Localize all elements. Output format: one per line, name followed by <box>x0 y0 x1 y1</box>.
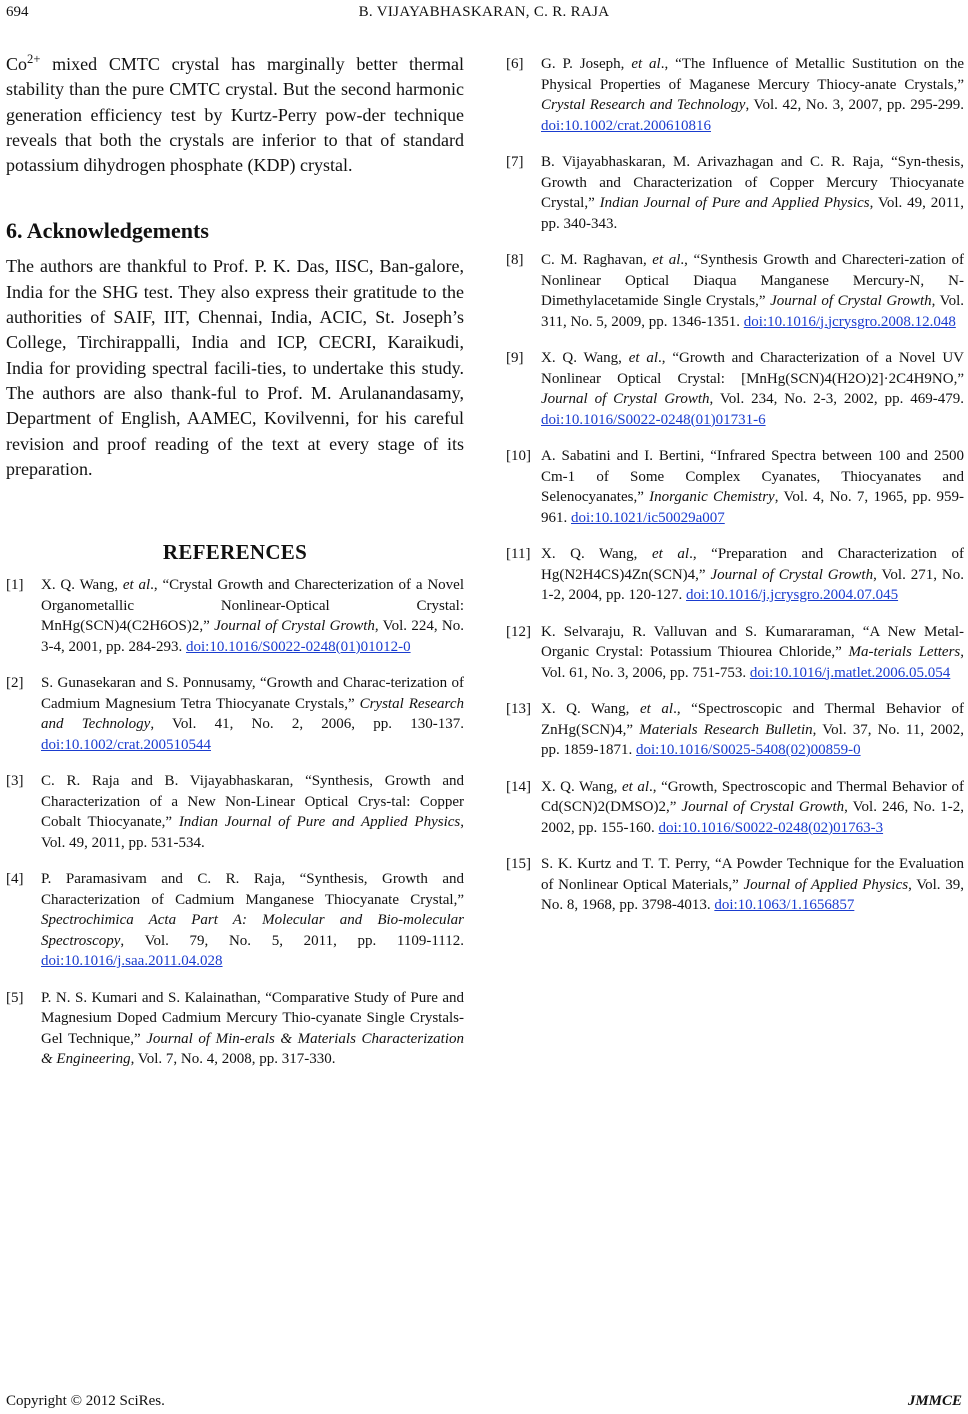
reference-authors: B. Vijayabhaskaran, M. Arivazhagan and C. R. Raja, “Syn-thesis, Growth and Characterization of Copper Mercury Thiocyanate Crystal,” <box>541 154 964 211</box>
reference-etal: et al <box>640 701 674 717</box>
reference-authors: C. R. Raja and B. Vijayabhaskaran, “Synthesis, Growth and Characterization of a New Non-Linear Optical Crys-tal: Copper Cobalt Thiocyanate,” <box>41 773 464 831</box>
reference-item <box>506 699 964 761</box>
reference-number: [1] <box>6 577 24 594</box>
reference-doi-link[interactable]: doi:10.1021/ic50029a007 <box>571 509 725 526</box>
reference-details: , Vol. 7, No. 4, 2008, pp. 317-330. <box>130 1051 336 1068</box>
reference-doi-link[interactable]: doi:10.1016/S0022-0248(01)01731-6 <box>541 411 766 428</box>
reference-details: , Vol. 234, No. 2-3, 2002, pp. 469-479. <box>709 391 964 407</box>
reference-item <box>6 988 464 1070</box>
reference-item <box>6 673 464 755</box>
reference-doi-link[interactable]: doi:10.1016/S0025-5408(02)00859-0 <box>636 742 861 758</box>
reference-title: ., “Growth and Characterization of a Novel UV Nonlinear Optical Crystal: [MnHg(SCN)4(H2O)2]·2C4H9NO,” <box>541 350 964 387</box>
reference-doi-link[interactable]: doi:10.1016/j.jcrysgro.2004.07.045 <box>686 587 899 603</box>
reference-authors: P. N. S. Kumari and S. Kalainathan, “Comparative Study of Pure and Magnesium Doped Cadmium Mercury Thio-cyanate Single Crystals-Gel Technique,” <box>41 989 464 1047</box>
reference-authors: S. K. Kurtz and T. T. Perry, “A Powder Technique for the Evaluation of Nonlinear Optical Materials,” <box>541 856 964 893</box>
reference-details: , Vol. 49, 2011, pp. 531-534. <box>41 814 464 851</box>
reference-etal: et al <box>122 577 151 594</box>
reference-journal: Journal of Crystal Growth <box>710 566 874 583</box>
reference-item <box>506 854 964 916</box>
reference-title: ., “Spectroscopic and Thermal Behavior of ZnHg(SCN)4,” <box>541 701 964 738</box>
reference-doi-link[interactable]: doi:10.1063/1.1656857 <box>714 897 855 913</box>
acknowledgements-heading: 6. Acknowledgements <box>6 218 209 244</box>
reference-number: [5] <box>6 989 24 1006</box>
reference-details: , Vol. 41, No. 2, 2006, pp. 130-137. <box>150 716 464 733</box>
left-column <box>6 52 464 1086</box>
acknowledgements-text: The authors are thankful to Prof. P. K. Das, IISC, Ban-galore, India for the SHG test. They also express their gratitude to the authorities of SAIF, IIT, Chennai, India, ACIC, St. Joseph’s College, Tirchirappalli, India and ICP, CECRI, Karaikudi, India for providing spectral facili-ties, to undertake this study. The authors are also thank-ful to Prof. M. Arulanandasamy, Department of English, AAMEC, Kovilvenni, for his careful revision and proof reading of the text at every stage of its preparation. <box>6 256 464 479</box>
reference-list-left <box>6 575 464 1070</box>
reference-item <box>506 544 964 606</box>
intro-co-charge: 2+ <box>27 52 41 66</box>
reference-title: ., “Crystal Growth and Charecterization of a Novel Organometallic Nonlinear-Optical Crystal: MnHg(SCN)4(C2H6OS)2,” <box>41 577 464 635</box>
right-column <box>506 54 964 932</box>
reference-doi-link[interactable]: doi:10.1016/j.matlet.2006.05.054 <box>749 664 951 681</box>
reference-number: [8] <box>506 252 524 268</box>
reference-etal: et al <box>631 56 661 72</box>
reference-item <box>506 446 964 528</box>
reference-journal: Materials Research Bulletin <box>639 721 813 738</box>
reference-authors: X. Q. Wang, <box>541 701 641 717</box>
reference-item <box>506 622 964 684</box>
reference-details: , Vol. 4, No. 7, 1965, pp. 959-961. <box>541 489 965 526</box>
reference-journal: Indian Journal of Pure and Applied Physics <box>599 195 870 211</box>
reference-number: [15] <box>506 856 531 872</box>
references-heading: REFERENCES <box>162 540 308 565</box>
reference-journal: Indian Journal of Pure and Applied Physics <box>178 814 461 831</box>
intro-paragraph <box>6 52 464 178</box>
reference-journal: Ma-terials Letters <box>848 644 961 660</box>
intro-rest: mixed CMTC crystal has marginally better thermal stability than the pure CMTC crystal. But the second harmonic generation efficiency test by Kurtz-Perry pow-der technique reveals that both the crystals are inferior to that of standard potassium dihydrogen phosphate (KDP) crystal. <box>6 54 464 176</box>
reference-title: ., “Preparation and Characterization of Hg(N2H4CS)4Zn(SCN)4,” <box>541 546 964 583</box>
reference-details: , Vol. 311, No. 5, 2009, pp. 1346-1351. <box>541 293 964 330</box>
running-title: B. VIJAYABHASKARAN, C. R. RAJA <box>358 4 610 20</box>
reference-journal: Journal of Crystal Growth <box>541 391 710 407</box>
page-header <box>0 4 968 24</box>
reference-etal: et al <box>652 252 681 268</box>
reference-journal: Journal of Min-erals & Materials Characterization & Engineering <box>41 1030 464 1068</box>
reference-journal: Crystal Research and Technology <box>41 695 464 733</box>
reference-etal: et al <box>621 778 650 795</box>
copyright-notice: Copyright © 2012 SciRes. <box>6 1393 165 1409</box>
reference-number: [11] <box>506 546 531 562</box>
reference-details: , Vol. 37, No. 11, 2002, pp. 1859-1871. <box>541 721 964 758</box>
reference-authors: X. Q. Wang, <box>541 350 629 366</box>
reference-item <box>6 869 464 972</box>
reference-details: , Vol. 79, No. 5, 2011, pp. 1109-1112. <box>120 932 464 949</box>
reference-journal: Journal of Applied Physics <box>743 876 909 893</box>
reference-details: , Vol. 39, No. 8, 1968, pp. 3798-4013. <box>541 876 964 913</box>
page-number: 694 <box>6 4 29 20</box>
reference-number: [12] <box>506 623 531 640</box>
reference-title: ., “Growth, Spectroscopic and Thermal Behavior of Cd(SCN)2(DMSO)2,” <box>541 778 964 815</box>
reference-number: [14] <box>506 778 531 795</box>
reference-details: , Vol. 224, No. 3-4, 2001, pp. 284-293. <box>41 618 464 655</box>
reference-journal: Journal of Crystal Growth <box>681 799 845 815</box>
reference-doi-link[interactable]: doi:10.1002/crat.200610816 <box>541 117 711 134</box>
reference-authors: C. M. Raghavan, <box>541 252 653 268</box>
reference-journal: Spectrochimica Acta Part A: Molecular and Bio-molecular Spectroscopy <box>41 912 464 949</box>
reference-doi-link[interactable]: doi:10.1016/S0022-0248(02)01763-3 <box>658 819 884 836</box>
reference-number: [13] <box>506 701 531 717</box>
reference-etal: et al <box>628 350 659 366</box>
reference-item <box>506 54 964 136</box>
reference-doi-link[interactable]: doi:10.1016/j.jcrysgro.2008.12.048 <box>743 313 956 330</box>
reference-doi-link[interactable]: doi:10.1002/crat.200510544 <box>41 736 211 753</box>
intro-co: Co <box>6 54 28 74</box>
journal-abbrev: JMMCE <box>907 1393 962 1409</box>
reference-item <box>506 348 964 430</box>
reference-authors: X. Q. Wang, <box>541 778 622 795</box>
reference-number: [4] <box>6 871 24 888</box>
reference-item <box>506 152 964 234</box>
reference-details: , Vol. 61, No. 3, 2006, pp. 751-753. <box>541 644 965 681</box>
reference-details: , Vol. 246, No. 1-2, 2002, pp. 155-160. <box>541 799 964 836</box>
reference-number: [10] <box>506 448 531 464</box>
reference-list-right <box>506 54 964 916</box>
reference-item <box>506 250 964 332</box>
reference-title: ., “The Influence of Metallic Sustitution on the Physical Properties of Maganese Mercury Thiocy-anate Crystals,” <box>541 56 964 93</box>
reference-number: [6] <box>506 56 524 72</box>
reference-journal: Crystal Research and Technology <box>541 97 746 113</box>
reference-item <box>6 575 464 657</box>
reference-item <box>506 777 964 839</box>
reference-details: , Vol. 42, No. 3, 2007, pp. 295-299. <box>745 97 964 113</box>
reference-etal: et al <box>652 546 690 562</box>
reference-number: [7] <box>506 154 524 170</box>
reference-doi-link[interactable]: doi:10.1016/j.saa.2011.04.028 <box>41 953 223 970</box>
reference-title: ., “Synthesis Growth and Charecteri-zation of Nonlinear Optical Diaqua Manganese Mercury-N, N-Dimethylacetamide Single Crystals,” <box>541 252 964 309</box>
reference-journal: Journal of Crystal Growth <box>214 618 375 635</box>
reference-authors: P. Paramasivam and C. R. Raja, “Synthesis, Growth and Characterization of Cadmium Manganese Thiocyanate Crystal,” <box>41 871 464 908</box>
reference-number: [9] <box>506 350 524 366</box>
reference-number: [2] <box>6 675 24 692</box>
reference-item <box>6 771 464 853</box>
reference-journal: Inorganic Chemistry <box>649 489 775 505</box>
reference-authors: A. Sabatini and I. Bertini, “Infrared Spectra between 100 and 2500 Cm-1 of Some Complex Cyanates, Thiocyanates and Selenocyanates,” <box>541 448 964 505</box>
reference-number: [3] <box>6 773 24 790</box>
reference-authors: K. Selvaraju, R. Valluvan and S. Kumararaman, “A New Metal-Organic Crystal: Potassium Thiourea Chloride,” <box>541 623 964 660</box>
reference-details: , Vol. 271, No. 1-2, 2004, pp. 120-127. <box>541 566 965 603</box>
reference-authors: G. P. Joseph, <box>541 56 632 72</box>
reference-details: , Vol. 49, 2011, pp. 340-343. <box>541 195 964 232</box>
reference-authors: S. Gunasekaran and S. Ponnusamy, “Growth and Charac-terization of Cadmium Magnesium Tetra Thiocyanate Crystals,” <box>41 675 464 712</box>
reference-doi-link[interactable]: doi:10.1016/S0022-0248(01)01012-0 <box>186 638 411 655</box>
reference-journal: Journal of Crystal Growth <box>770 293 932 309</box>
reference-authors: X. Q. Wang, <box>41 577 123 594</box>
reference-authors: X. Q. Wang, <box>541 546 653 562</box>
